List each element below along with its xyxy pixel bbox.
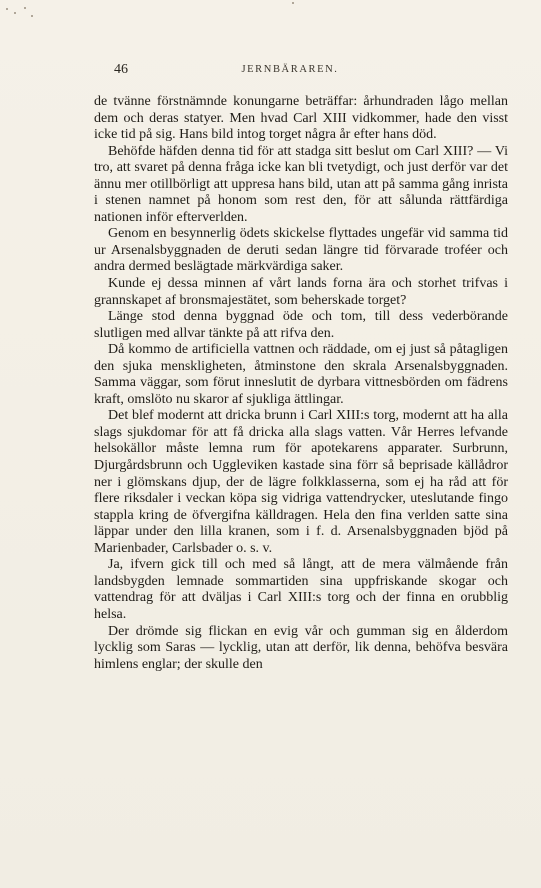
paragraph: Behöfde häfden denna tid för att stadga sitt beslut om Carl XIII? — Vi tro, att svaret på denna fråga icke kan bli tvetydigt, och just derför var det ännu mer otillbörligt att uppresa hans bild, utan att på samma gång inrista i stenen namnet på honom som rest den, för att sålunda rättfärdiga nationen inför efterverlden. [94, 143, 508, 225]
paragraph: Länge stod denna byggnad öde och tom, till dess vederbörande slutligen med allvar tänkte på att rifva den. [94, 309, 508, 341]
paragraph: Der drömde sig flickan en evig vår och gumman sig en ålderdom lycklig som Saras — lycklig, utan att derför, lik denna, behöfva besvära himlens englar; der skulle den [94, 623, 508, 672]
paragraph: Genom en besynnerlig ödets skickelse flyttades ungefär vid samma tid ur Arsenalsbyggnaden de deruti sedan längre tid förvarade troféer och andra dermed beslägtade märkvärdiga saker. [94, 226, 508, 275]
paragraph: de tvänne förstnämnde konungarne beträffar: århundraden lågo mellan dem och deras statyer. Men hvad Carl XIII vidkommer, hade den visst icke tid på sig. Hans bild intog torget några år efter hans död. [94, 94, 508, 143]
paragraph: Då kommo de artificiella vattnen och räddade, om ej just så påtagligen den sjuka menskligheten, åtminstone den skrala Arsenalsbyggnaden. Samma väggar, som förut inneslutit de dyrbara vittnesbörden om fädrens kraft, omslöto nu skaror af sjukliga ättlingar. [94, 342, 508, 407]
paper-speck [14, 12, 16, 14]
page-number: 46 [114, 62, 128, 77]
paragraph: Ja, ifvern gick till och med så långt, att de mera välmående från landsbygden lemnade sommartiden sina uppfriskande skogar och vattendrag för att dväljas i Carl XIII:s torg och der finna en orubblig helsa. [94, 557, 508, 622]
paper-speck [24, 7, 26, 9]
page-header [92, 62, 488, 78]
paragraph: Det blef modernt att dricka brunn i Carl XIII:s torg, modernt att ha alla slags sjukdomar för att få dricka alla slags vatten. Vår Herres lefvande helsokällor måste lemna rum för apotekarens apparater. Surbrunn, Djurgårdsbrunn och Uggleviken kastade sina förr så beprisade källådror ner i glömskans djup, der de lägre folkklasserna, som ej ha råd att för flere riksdaler i veckan köpa sig vidriga vattendrycker, uteslutande fingo stappla kring de öfvergifna källdragen. Hela den fina verlden satte sina läppar under den lilla kranen, som i f. d. Arsenalsbyggnaden bjöd på Marienbader, Carlsbader o. s. v. [94, 408, 508, 556]
body-text [94, 94, 508, 673]
paragraph: Kunde ej dessa minnen af vårt lands forna ära och storhet trifvas i grannskapet af bronsmajestätet, som beherskade torget? [94, 276, 508, 308]
paper-speck [6, 8, 8, 10]
paper-speck [31, 15, 33, 17]
running-title: JERNBÄRAREN. [241, 64, 339, 75]
paper-speck [292, 2, 294, 4]
